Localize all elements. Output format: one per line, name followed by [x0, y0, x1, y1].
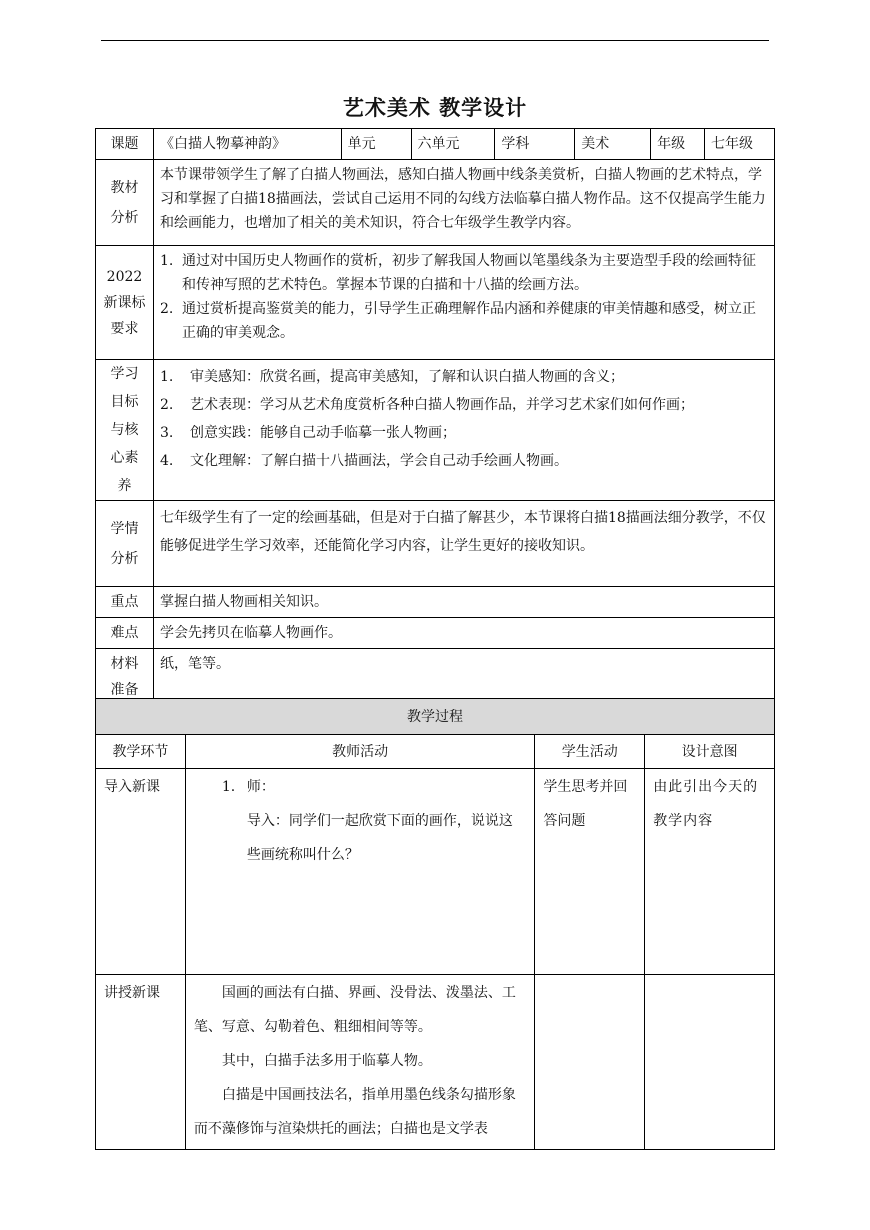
teacher-paragraph: 其中，白描手法多用于临摹人物。 [221, 1053, 432, 1069]
grade-label: 年级 [651, 129, 705, 160]
teacher-activity [185, 769, 534, 975]
teacher-speaker-line [192, 770, 528, 804]
item-text: 通过赏析提高鉴赏美的能力，引导学生正确理解作品内涵和养健康的审美情趣和感受，树立正正确的审美观念。 [181, 301, 756, 341]
learner-row [96, 501, 775, 587]
column-header: 教学环节 [96, 735, 186, 769]
learner-text: 七年级学生有了一定的绘画基础，但是对于白描了解甚少，本节课将白描18描画法细分教学，不仅能够促进学生学习效率，还能简化学习内容，让学生更好的接收知识。 [153, 501, 774, 587]
item-number: 4. [159, 453, 174, 469]
unit-value: 六单元 [411, 129, 495, 160]
item-number: 1. [159, 253, 174, 269]
column-header: 设计意图 [645, 735, 775, 769]
stage-label: 导入新课 [96, 769, 186, 975]
process-heading: 教学过程 [96, 699, 775, 735]
standards-item [160, 297, 768, 345]
goal-item [160, 419, 768, 447]
process-header-row [96, 735, 775, 769]
item-text: 通过对中国历史人物画作的赏析，初步了解我国人物画以笔墨线条为主要造型手段的绘画特征和传神写照的艺术特色。掌握本节课的白描和十八描的绘画方法。 [181, 253, 756, 293]
column-header: 学生活动 [535, 735, 645, 769]
goals-list [153, 360, 774, 501]
item-text: 艺术表现：学习从艺术角度赏析各种白描人物画作品，并学习艺术家们如何作画； [189, 397, 694, 413]
teaching-process-table [95, 698, 775, 1150]
item-number: 2. [159, 397, 174, 413]
analysis-text: 本节课带领学生了解了白描人物画法，感知白描人物画中线条美赏析，白描人物画的艺术特点，学习和掌握了白描18描画法，尝试自己运用不同的勾线方法临摹白描人物作品。这不仅提高学生能力和绘画能力，也增加了相关的美术知识，符合七年级学生教学内容。 [153, 160, 774, 246]
difficulty-row [96, 618, 775, 649]
teacher-speaker: 师： [246, 779, 275, 795]
key-point-row [96, 587, 775, 618]
process-row [96, 769, 775, 975]
materials-text: 纸，笔等。 [153, 649, 774, 705]
analysis-label: 教材分析 [96, 160, 154, 246]
course-label: 课题 [96, 129, 154, 160]
design-intent: 由此引出今天的教学内容 [645, 769, 775, 975]
goals-row [96, 360, 775, 501]
grade-value: 七年级 [705, 129, 775, 160]
info-row [96, 129, 775, 160]
item-number: 2. [159, 301, 174, 317]
standards-label: 2022新课标要求 [96, 246, 154, 360]
column-header: 教师活动 [185, 735, 534, 769]
item-number: 1. [159, 369, 174, 385]
standards-item [160, 249, 768, 297]
goals-label: 学习目标与核心素养 [96, 360, 154, 501]
item-text: 审美感知：欣赏名画，提高审美感知，了解和认识白描人物画的含义； [189, 369, 624, 385]
item-number: 1. [221, 779, 236, 795]
process-row [96, 975, 775, 1150]
process-heading-row [96, 699, 775, 735]
lesson-info-table [95, 128, 775, 705]
teacher-activity [185, 975, 534, 1150]
student-activity: 学生思考并回答问题 [535, 769, 645, 975]
materials-row [96, 649, 775, 705]
difficulty-text: 学会先拷贝在临摹人物画作。 [153, 618, 774, 649]
analysis-row [96, 160, 775, 246]
item-text: 文化理解：了解白描十八描画法，学会自己动手绘画人物画。 [189, 453, 568, 469]
item-number: 3. [159, 425, 174, 441]
standards-list [153, 246, 774, 360]
goal-item [160, 363, 768, 391]
item-text: 创意实践：能够自己动手临摹一张人物画； [189, 425, 456, 441]
subject-label: 学科 [495, 129, 575, 160]
course-value: 《白描人物摹神韵》 [153, 129, 341, 160]
standards-row [96, 246, 775, 360]
student-activity [535, 975, 645, 1150]
key-point-label: 重点 [96, 587, 154, 618]
header-rule [101, 40, 769, 41]
learner-label: 学情分析 [96, 501, 154, 587]
difficulty-label: 难点 [96, 618, 154, 649]
teacher-paragraph: 国画的画法有白描、界画、没骨法、泼墨法、工笔、写意、勾勒着色、粗细相间等等。 [193, 985, 516, 1035]
teacher-prompt: 导入：同学们一起欣赏下面的画作，说说这些画统称叫什么？ [246, 813, 513, 863]
subject-value: 美术 [575, 129, 651, 160]
unit-label: 单元 [341, 129, 411, 160]
goal-item [160, 447, 768, 475]
materials-label: 材料准备 [96, 649, 154, 705]
key-point-text: 掌握白描人物画相关知识。 [153, 587, 774, 618]
goal-item [160, 391, 768, 419]
document-title: 艺术美术 教学设计 [342, 96, 528, 120]
teacher-paragraph: 白描是中国画技法名，指单用墨色线条勾描形象而不藻修饰与渲染烘托的画法；白描也是文学表 [193, 1087, 516, 1137]
design-intent [645, 975, 775, 1150]
stage-label: 讲授新课 [96, 975, 186, 1150]
